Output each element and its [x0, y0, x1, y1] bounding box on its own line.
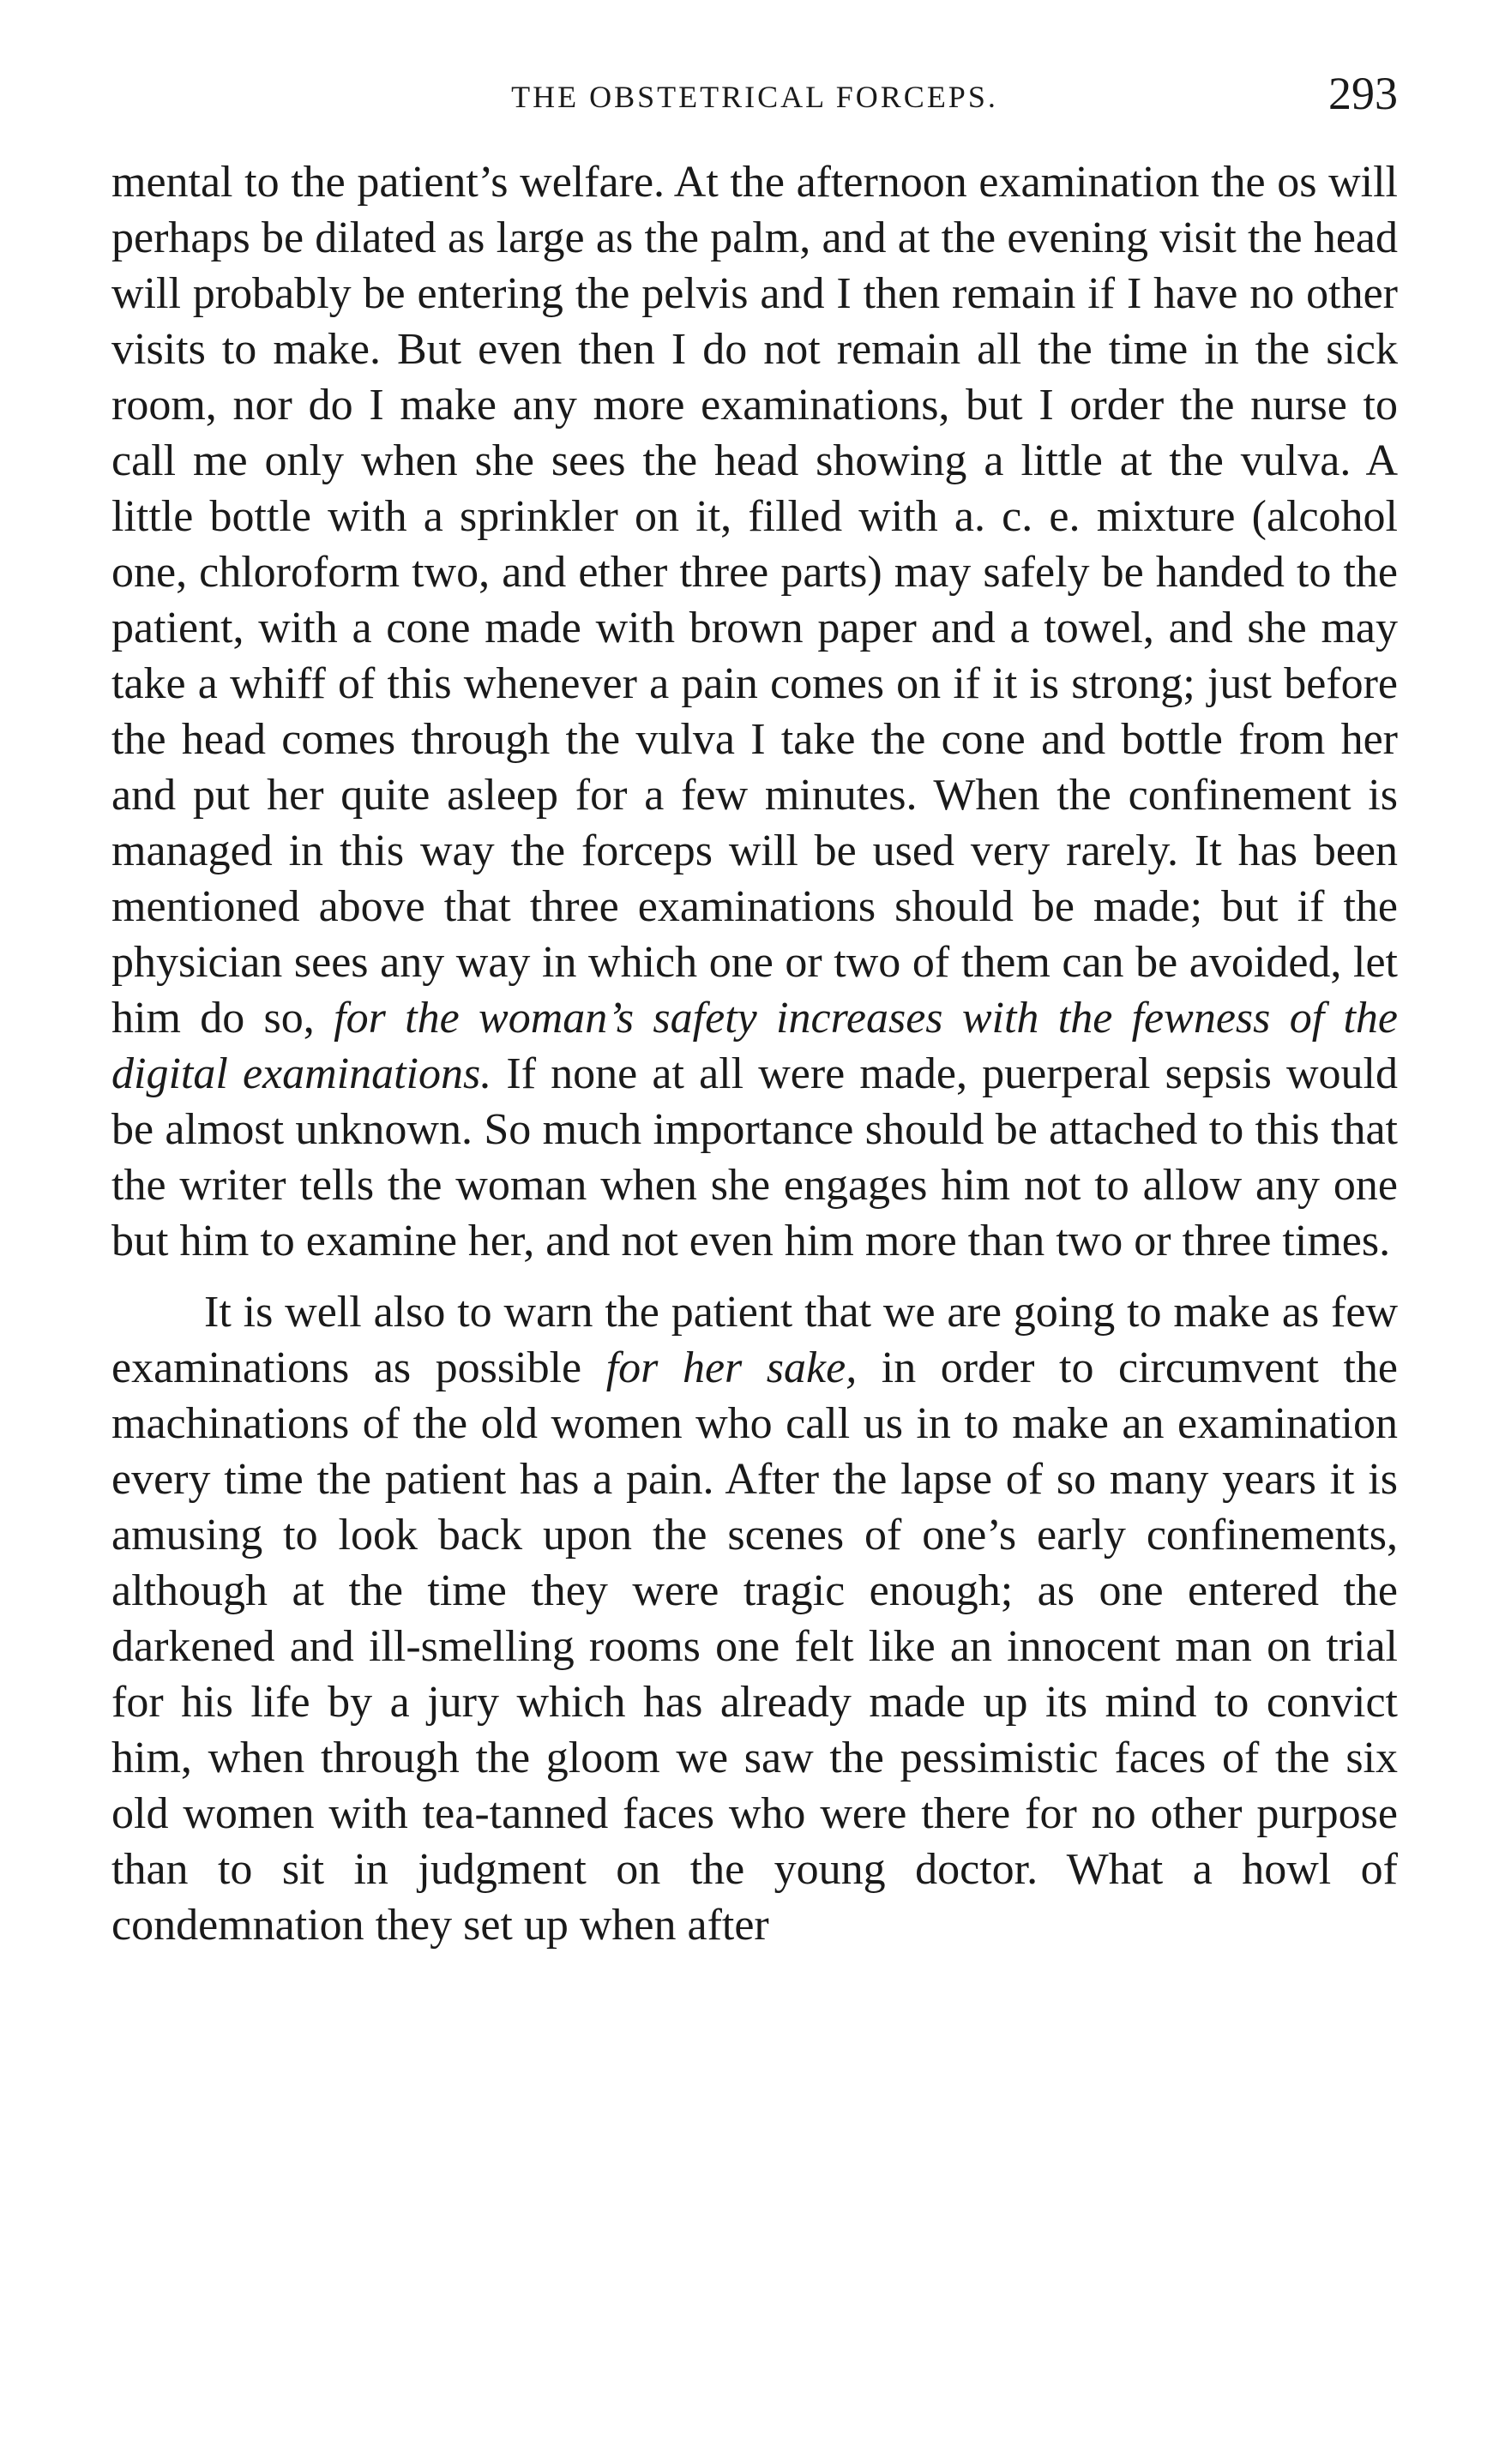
- paragraph-1-text-after-italic: If none at all were made, puerperal sepsis would be almost unknown. So much importance should be attached to this that the writer tells the woman when she engages him not to allow any one but him to examine her, and not even him more than two or three times.: [111, 1049, 1398, 1265]
- paragraph-2-italic-emphasis: for her sake,: [605, 1343, 858, 1392]
- paragraph-2: [111, 1284, 1398, 1953]
- paragraph-1-text-before-italic: mental to the patient’s welfare. At the afternoon examination the os will perhaps be dilated as large as the palm, and at the evening visit the head will probably be entering the pelvis and I then remain if I have no other visits to make. But even then I do not remain all the time in the sick room, nor do I make any more examinations, but I order the nurse to call me only when she sees the head showing a little at the vulva. A little bottle with a sprinkler on it, filled with a. c. e. mixture (alcohol one, chloroform two, and ether three parts) may safely be handed to the patient, with a cone made with brown paper and a towel, and she may take a whiff of this whenever a pain comes on if it is strong; just before the head comes through the vulva I take the cone and bottle from her and put her quite asleep for a few minutes. When the confinement is managed in this way the forceps will be used very rarely. It has been mentioned above that three examinations should be made; but if the physician sees any way in which one or two of them can be avoided, let him do so,: [111, 158, 1398, 1043]
- paragraph-1-italic-emphasis: for the woman’s safety increases with the fewness of the digital examinations.: [111, 994, 1399, 1098]
- paragraph-2-text-before-italic: It is well also to warn the patient that we are going to make as few examinations as possible: [111, 1288, 1398, 1392]
- body-text: [111, 154, 1398, 1953]
- paragraph-2-text-after-italic: in order to circumvent the machinations of the old women who call us in to make an examination every time the patient has a pain. After the lapse of so many years it is amusing to look back upon the scenes of one’s early confinements, although at the time they were tragic enough; as one entered the darkened and ill-smelling rooms one felt like an innocent man on trial for his life by a jury which has already made up its mind to convict him, when through the gloom we saw the pessimistic faces of the six old women with tea-tanned faces who were there for no other purpose than to sit in judgment on the young doctor. What a howl of condemnation they set up when after: [111, 1343, 1399, 1950]
- running-title: THE OBSTETRICAL FORCEPS.: [511, 80, 998, 114]
- paragraph-1: [111, 154, 1398, 1269]
- running-head: [111, 67, 1398, 127]
- page-number: 293: [1328, 68, 1398, 119]
